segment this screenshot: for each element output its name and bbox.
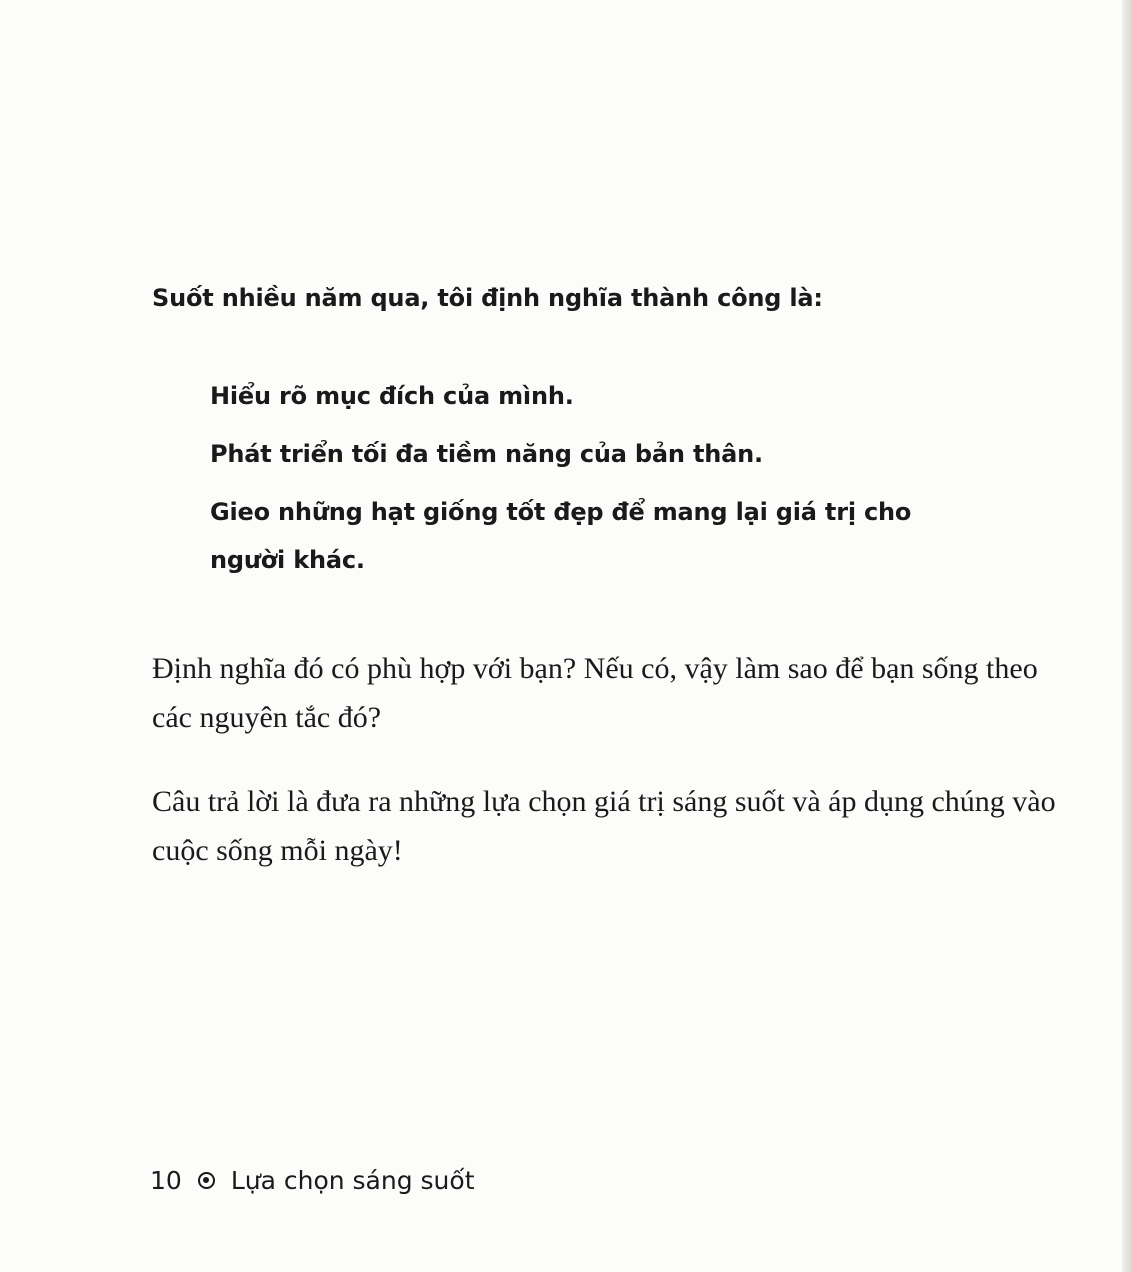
page-edge-shadow: [1122, 0, 1132, 1272]
intro-heading: Suốt nhiều năm qua, tôi định nghĩa thành công là:: [152, 284, 823, 312]
circle-dot-icon: [198, 1172, 215, 1189]
definition-item: Phát triển tối đa tiềm năng của bản thân.: [210, 440, 763, 468]
definition-item: Gieo những hạt giống tốt đẹp để mang lại giá trị cho người khác.: [210, 498, 912, 574]
running-title: Lựa chọn sáng suốt: [230, 1165, 475, 1195]
definition-item: Hiểu rõ mục đích của mình.: [210, 382, 574, 410]
definition-list: [210, 372, 1010, 594]
body-paragraph: Định nghĩa đó có phù hợp với bạn? Nếu có, vậy làm sao để bạn sống theo các nguyên tắc đó?: [152, 652, 1038, 734]
page-footer: [150, 1160, 475, 1200]
body-paragraph: Câu trả lời là đưa ra những lựa chọn giá trị sáng suốt và áp dụng chúng vào cuộc sống mỗi ngày!: [152, 785, 1056, 867]
page-number: 10: [150, 1165, 182, 1195]
